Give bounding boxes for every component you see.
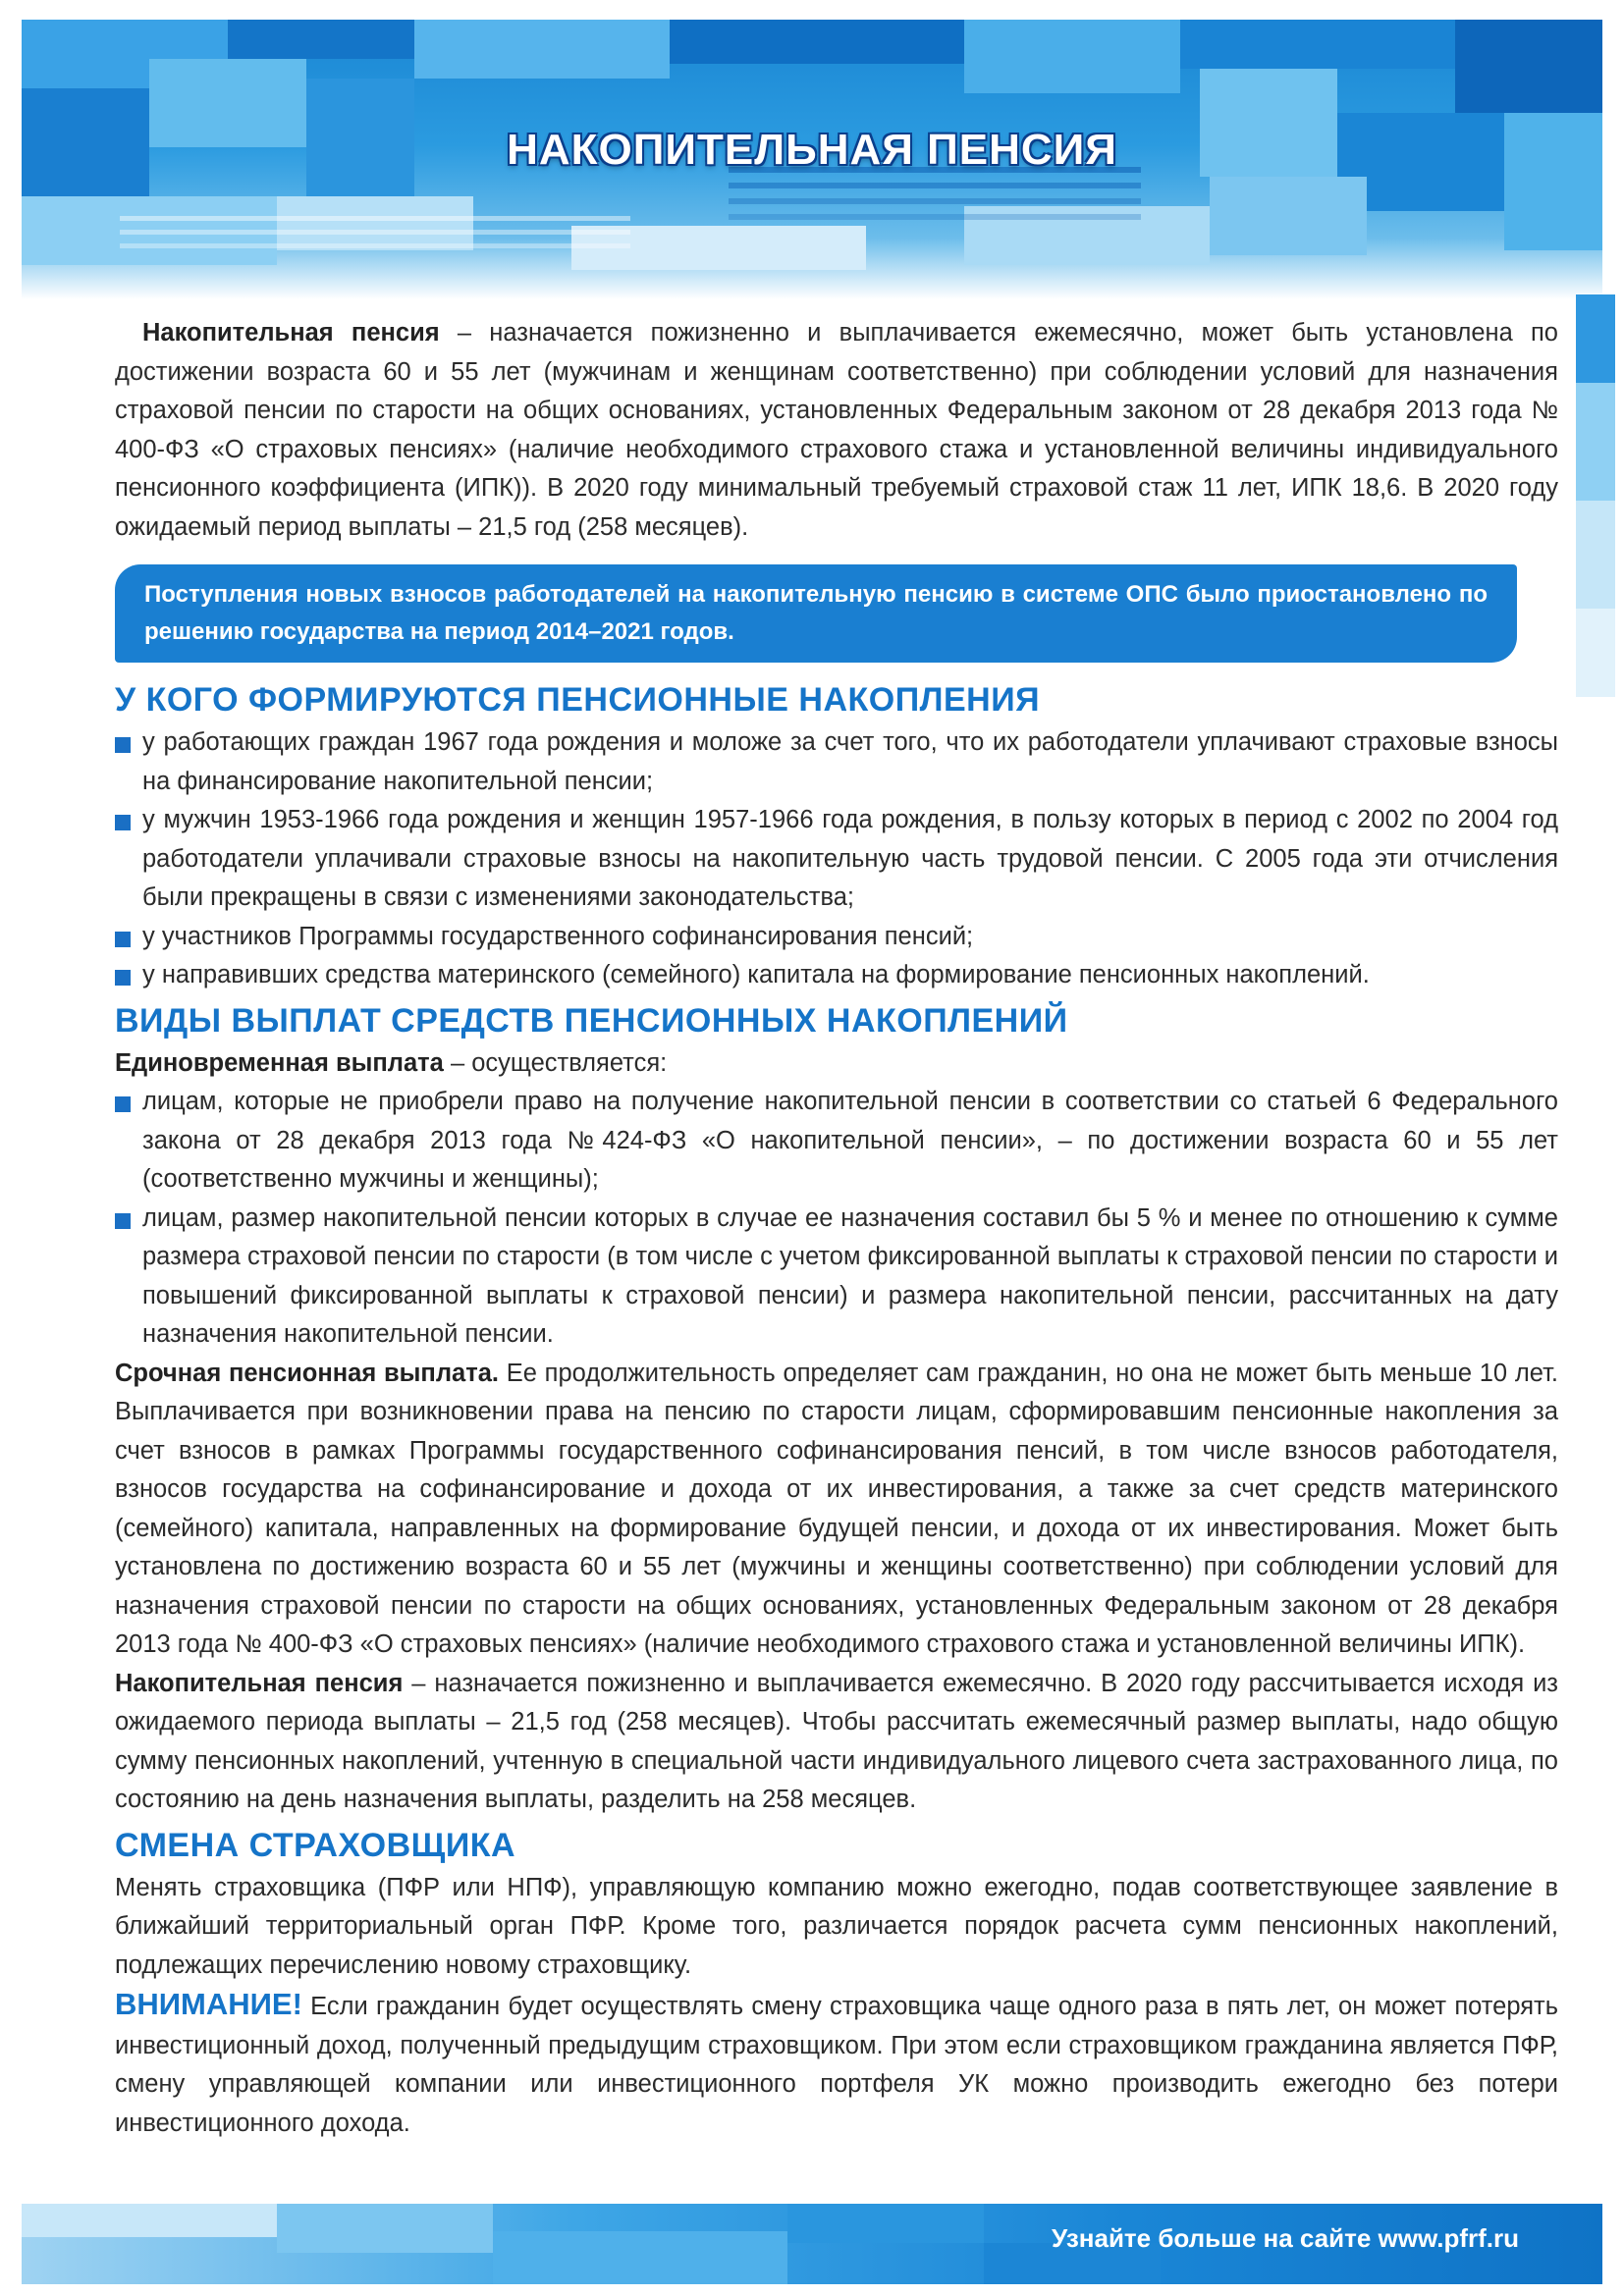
document-body: [115, 314, 1558, 2143]
intro-text: – назначается пожизненно и выплачивается ежемесячно, может быть установлена по достижении возраста 60 и 55 лет (мужчинам и женщинам соответственно) при соблюдении условий для назначения страховой пенсии по старости на общих основаниях, установленных Федеральным законом от 28 декабря 2013 года № 400-ФЗ «О страховых пенсиях» (наличие необходимого страхового стажа и установленной величины индивидуального пенсионного коэффициента (ИПК)). В 2020 году минимальный требуемый страховой стаж 11 лет, ИПК 18,6. В 2020 году ожидаемый период выплаты – 21,5 год (258 месяцев).: [115, 319, 1558, 541]
page-title: НАКОПИТЕЛЬНАЯ ПЕНСИЯ: [507, 126, 1117, 174]
bullet-square-icon: [115, 815, 131, 830]
list-item: лицам, которые не приобрели право на получение накопительной пенсии в соответствии со статьей 6 Федерального закона от 28 декабря 2013 года №424-ФЗ «О накопительной пенсии», – по достижении возраста 60 и 55 лет (соответственно мужчины и женщины);: [115, 1083, 1558, 1200]
bullet-square-icon: [115, 737, 131, 753]
bullet-square-icon: [115, 1213, 131, 1229]
savings-pension-paragraph: Накопительная пенсия – назначается пожизненно и выплачивается ежемесячно. В 2020 году рассчитывается исходя из ожидаемого периода выплаты – 21,5 год (258 месяцев). Чтобы рассчитать ежемесячный размер выплаты, надо общую сумму пенсионных накоплений, учтенную в специальной части индивидуального лицевого счета застрахованного лица, по состоянию на день назначения выплаты, разделить на 258 месяцев.: [115, 1669, 1559, 1813]
notice-banner: Поступления новых взносов работодателей на накопительную пенсию в системе ОПС было приостановлено по решению государства на период 2014–2021 годов.: [115, 564, 1517, 663]
list-item: у работающих граждан 1967 года рождения и моложе за счет того, что их работодатели уплачивают страховые взносы на финансирование накопительной пенсии;: [115, 723, 1558, 801]
list-item: лицам, размер накопительной пенсии которых в случае ее назначения составил бы 5 % и менее по отношению к сумме размера страховой пенсии по старости (в том числе с учетом фиксированной выплаты к страховой пенсии по старости и повышений фиксированной выплаты к страховой пенсии) и размера накопительной пенсии, рассчитанных на дату назначения накопительной пенсии.: [115, 1200, 1558, 1355]
savings-pension-term: Накопительная пенсия: [115, 1669, 404, 1697]
side-decoration: [1576, 294, 1615, 697]
insurer-change-paragraph: Менять страховщика (ПФР или НПФ), управляющую компанию можно ежегодно, подав соответствующее заявление в ближайший территориальный орган ПФР. Кроме того, различается порядок расчета сумм пенсионных накоплений, подлежащих перечислению новому страховщику.: [115, 1873, 1558, 1979]
urgent-payment-paragraph: Срочная пенсионная выплата. Ее продолжительность определяет сам гражданин, но она не может быть меньше 10 лет. Выплачивается при возникновении права на пенсию по старости лицам, сформировавшим пенсионные накопления за счет взносов в рамках Программы государственного софинансирования пенсий, в том числе взносов работодателя, взносов государства на софинансирование и дохода от их инвестирования, а также за счет средств материнского (семейного) капитала, направленных на формирование будущей пенсии, и дохода от их инвестирования. Может быть установлена по достижению возраста 60 и 55 лет (мужчины и женщины соответственно) при соблюдении условий для назначения страховой пенсии по старости на общих основаниях, установленных Федеральным законом от 28 декабря 2013 года № 400-ФЗ «О страховых пенсиях» (наличие необходимого страхового стажа и установленной величины ИПК).: [115, 1359, 1559, 1658]
bullet-square-icon: [115, 970, 131, 986]
intro-term: Накопительная пенсия: [142, 319, 440, 347]
bullet-square-icon: [115, 932, 131, 947]
header-banner: [22, 20, 1602, 299]
intro-paragraph: [115, 314, 1558, 547]
attention-paragraph: ВНИМАНИЕ! Если гражданин будет осуществлять смену страховщика чаще одного раза в пять лет, он может потерять инвестиционный доход, полученный предыдущим страховщиком. При этом если страховщиком гражданина является ПФР, смену управляющей компании или инвестиционного портфеля УК можно производить ежегодно без потери инвестиционного дохода.: [115, 1987, 1558, 2137]
who-list: [115, 723, 1558, 995]
section-title-payments: ВИДЫ ВЫПЛАТ СРЕДСТВ ПЕНСИОННЫХ НАКОПЛЕНИЙ: [115, 1001, 1068, 1040]
section-title-who: У КОГО ФОРМИРУЮТСЯ ПЕНСИОННЫЕ НАКОПЛЕНИЯ: [115, 681, 1041, 719]
list-item: у участников Программы государственного софинансирования пенсий;: [115, 918, 1558, 957]
lump-sum-term: Единовременная выплата: [115, 1048, 444, 1077]
website-link[interactable]: Узнайте больше на сайте www.pfrf.ru: [1051, 2223, 1519, 2253]
footer-banner: [22, 2204, 1602, 2284]
urgent-payment-term: Срочная пенсионная выплата.: [115, 1359, 499, 1387]
bullet-square-icon: [115, 1096, 131, 1112]
lump-sum-list: [115, 1083, 1558, 1355]
list-item: у мужчин 1953-1966 года рождения и женщин 1957-1966 года рождения, в пользу которых в период с 2002 по 2004 год работодатели уплачивали страховые взносы на накопительную часть трудовой пенсии. С 2005 года эти отчисления были прекращены в связи с изменениями законодательства;: [115, 801, 1558, 918]
attention-label: ВНИМАНИЕ!: [115, 1987, 302, 2021]
lump-sum-intro: Единовременная выплата – осуществляется:: [115, 1048, 668, 1077]
list-item: у направивших средства материнского (семейного) капитала на формирование пенсионных накоплений.: [115, 956, 1558, 995]
section-title-insurer-change: СМЕНА СТРАХОВЩИКА: [115, 1826, 516, 1864]
